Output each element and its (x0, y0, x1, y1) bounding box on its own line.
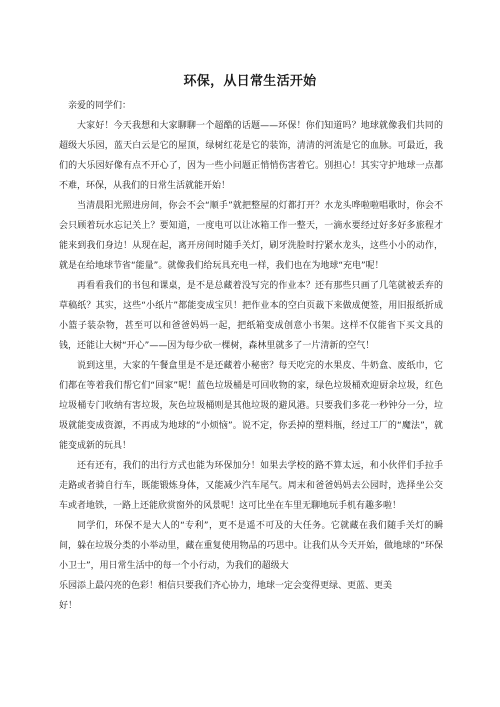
paragraph-garbage-sorting: 说到这里，大家的午餐盒里是不是还藏着小秘密？每天吃完的水果皮、牛奶盒、废纸巾，它们都在等着我们帮它们“回家”呢！蓝色垃圾桶是可回收物的家，绿色垃圾桶欢迎厨余垃圾，红色垃圾桶专门收纳有害垃圾，灰色垃圾桶则是其他垃圾的避风港。只要我们多花一秒钟分一分，垃圾就能变成资源，不再成为地球的“小烦恼”。说不定，你丢掉的塑料瓶，经过工厂的“魔法”，就能变成新的玩具！ (59, 361, 443, 451)
paragraph-green-travel: 还有还有，我们的出行方式也能为环保加分！如果去学校的路不算太远，和小伙伴们手拉手走路或者骑自行车，既能锻炼身体，又能减少汽车尾气。周末和爸爸妈妈去公园时，选择坐公交车或者地铁，一路上还能欣赏窗外的风景呢！这可比坐在车里无聊地玩手机有趣多啦！ (59, 461, 443, 511)
page-title: 环保，从日常生活开始 (183, 74, 317, 89)
letter-body (59, 96, 443, 616)
paragraph-saving-paper: 再看看我们的书包和课桌，是不是总藏着没写完的作业本？还有那些只画了几笔就被丢弃的草稿纸？其实，这些“小纸片”都能变成宝贝！把作业本的空白页裁下来做成便签，用旧报纸折成小篮子装杂物，甚至可以和爸爸妈妈一起，把纸箱变成创意小书架。这样不仅能省下买文具的钱，还能让大树“开心”——因为每少砍一棵树，森林里就多了一片清新的空气！ (59, 281, 443, 351)
paragraph-saving-energy: 当清晨阳光照进房间，你会不会“顺手”就把整屋的灯都打开？水龙头哗啦啦唱歌时，你会不会只顾着玩水忘记关上？要知道，一度电可以让冰箱工作一整天，一滴水要经过好多好多旅程才能来到我们身边！从现在起，离开房间时随手关灯，刷牙洗脸时拧紧水龙头，这些小小的动作，就是在给地球节省“能量”。就像我们给玩具充电一样，我们也在为地球“充电”呢！ (59, 201, 443, 271)
greeting: 亲爱的同学们： (68, 101, 132, 111)
paragraph-conclusion: 同学们，环保不是大人的“专利”，更不是遥不可及的大任务。它就藏在我们随手关灯的瞬间，躲在垃圾分类的小举动里，藏在重复使用物品的巧思中。让我们从今天开始，做地球的“环保小卫士”，用日常生活中的每一个小行动，为我们的超级大 (59, 521, 443, 571)
closing-line: 乐园添上最闪亮的色彩！相信只要我们齐心协力，地球一定会变得更绿、更蓝、更美 (59, 581, 393, 591)
closing-line-end: 好！ (59, 601, 78, 611)
paragraph-intro: 大家好！今天我想和大家聊聊一个超酷的话题——环保！你们知道吗？地球就像我们共同的超级大乐园，蓝天白云是它的屋顶，绿树红花是它的装饰，清清的河流是它的血脉。可最近，我们的大乐园好像有点不开心了，因为一些小问题正悄悄伤害着它。别担心！其实守护地球一点都不难，环保，从我们的日常生活就能开始！ (59, 121, 443, 191)
